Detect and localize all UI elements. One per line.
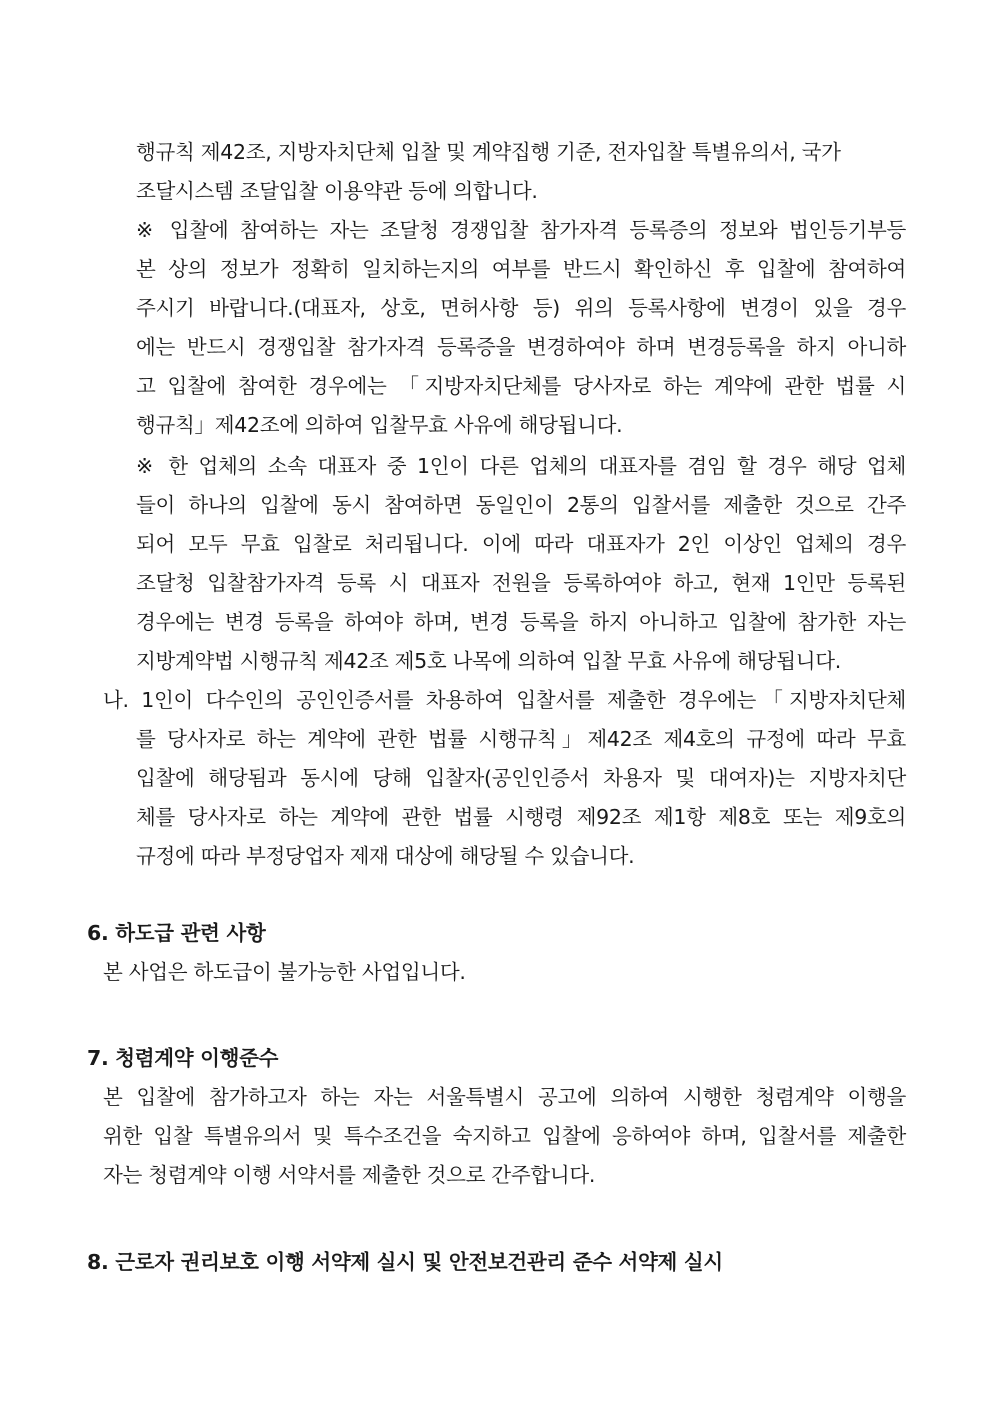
note-line: 에는 반드시 경쟁입찰 참가자격 등록증을 변경하여야 하며 변경등록을 하지 아니하 xyxy=(136,335,906,359)
section-7-line: 본 입찰에 참가하고자 하는 자는 서울특별시 공고에 의하여 시행한 청렴계약 이행을 xyxy=(103,1085,906,1109)
note-line: 본 상의 정보가 정확히 일치하는지의 여부를 반드시 확인하신 후 입찰에 참여하여 xyxy=(136,257,906,281)
note-line: 되어 모두 무효 입찰로 처리됩니다. 이에 따라 대표자가 2인 이상인 업체의 경우 xyxy=(136,532,906,556)
list-item-line: 를 당사자로 하는 계약에 관한 법률 시행규칙」제42조 제4호의 규정에 따라 무효 xyxy=(136,727,906,751)
section-7-title: 7. 청렴계약 이행준수 xyxy=(87,1046,279,1070)
note-line: 주시기 바랍니다.(대표자, 상호, 면허사항 등) 위의 등록사항에 변경이 있을 경우 xyxy=(136,296,906,320)
section-7-line: 위한 입찰 특별유의서 및 특수조건을 숙지하고 입찰에 응하여야 하며, 입찰서를 제출한 xyxy=(103,1124,906,1148)
section-6-title: 6. 하도급 관련 사항 xyxy=(87,921,266,945)
note-line: 고 입찰에 참여한 경우에는 「지방자치단체를 당사자로 하는 계약에 관한 법률 시 xyxy=(136,374,906,398)
list-item-line: 나. 1인이 다수인의 공인인증서를 차용하여 입찰서를 제출한 경우에는「지방자치단체 xyxy=(103,688,906,712)
note-line: 경우에는 변경 등록을 하여야 하며, 변경 등록을 하지 아니하고 입찰에 참가한 자는 xyxy=(136,610,906,634)
note-line: ※ 입찰에 참여하는 자는 조달청 경쟁입찰 참가자격 등록증의 정보와 법인등기부등 xyxy=(136,218,906,242)
note-line: 조달청 입찰참가자격 등록 시 대표자 전원을 등록하여야 하고, 현재 1인만 등록된 xyxy=(136,571,906,595)
note-line: 행규칙」제42조에 의하여 입찰무효 사유에 해당됩니다. xyxy=(136,413,623,437)
list-item-line: 입찰에 해당됨과 동시에 당해 입찰자(공인인증서 차용자 및 대여자)는 지방자치단 xyxy=(136,766,906,790)
section-7-line: 자는 청렴계약 이행 서약서를 제출한 것으로 간주합니다. xyxy=(103,1163,596,1187)
list-item-line: 규정에 따라 부정당업자 제재 대상에 해당될 수 있습니다. xyxy=(136,844,635,868)
note-line: 들이 하나의 입찰에 동시 참여하면 동일인이 2통의 입찰서를 제출한 것으로 간주 xyxy=(136,493,906,517)
section-6-body: 본 사업은 하도급이 불가능한 사업입니다. xyxy=(103,960,466,984)
note-line: 지방계약법 시행규칙 제42조 제5호 나목에 의하여 입찰 무효 사유에 해당됩니다. xyxy=(136,649,841,673)
paragraph-line: 조달시스템 조달입찰 이용약관 등에 의합니다. xyxy=(136,179,538,203)
list-item-line: 체를 당사자로 하는 계약에 관한 법률 시행령 제92조 제1항 제8호 또는 제9호의 xyxy=(136,805,906,829)
note-line: ※ 한 업체의 소속 대표자 중 1인이 다른 업체의 대표자를 겸임 할 경우 해당 업체 xyxy=(136,454,906,478)
paragraph-line xyxy=(136,138,906,166)
line-text: 행규칙 제42조, 지방자치단체 입찰 및 계약집행 기준, 전자입찰 특별유의서, 국가 xyxy=(136,140,841,164)
section-8-title: 8. 근로자 권리보호 이행 서약제 실시 및 안전보건관리 준수 서약제 실시 xyxy=(87,1250,723,1274)
